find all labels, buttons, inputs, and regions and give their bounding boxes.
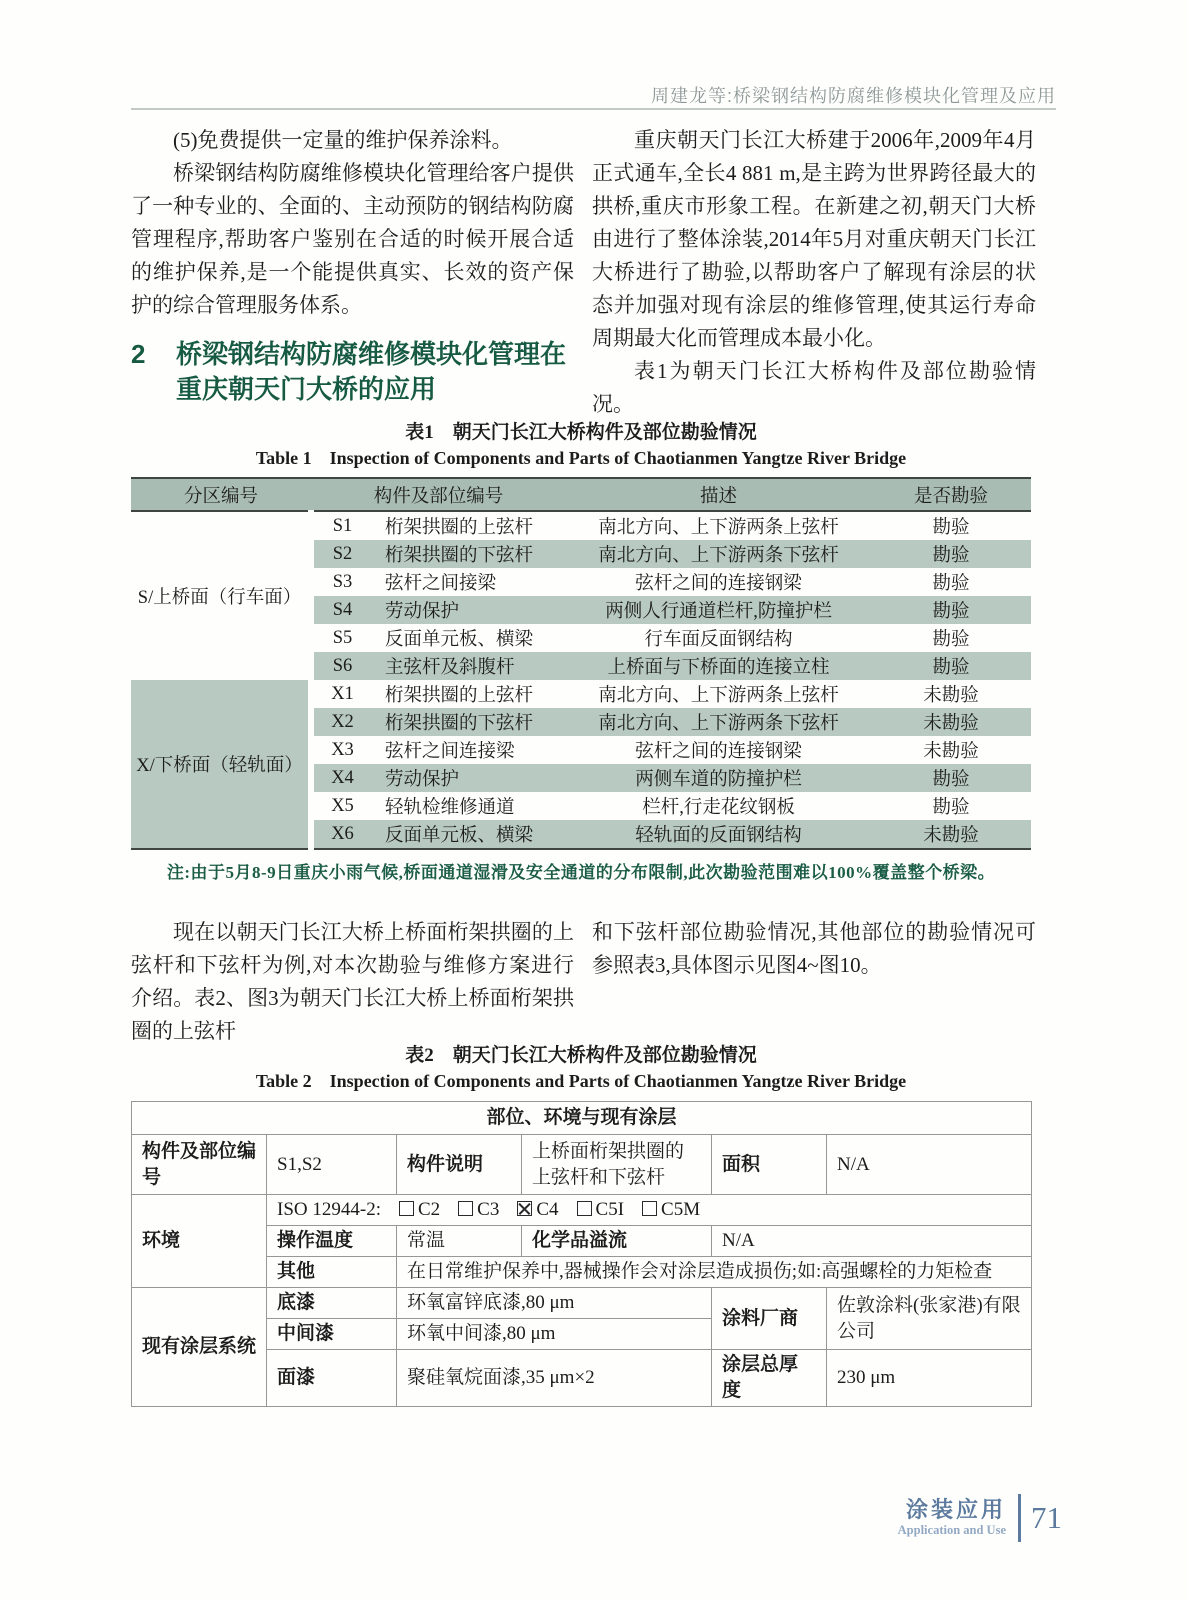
status-cell: 未勘验: [871, 708, 1031, 736]
code-cell: S3: [311, 568, 371, 596]
chem-value: N/A: [712, 1226, 1032, 1257]
description-cell: 轻轨面的反面钢结构: [566, 820, 871, 849]
iso-option: [517, 1199, 558, 1220]
description-cell: 南北方向、上下游两条下弦杆: [566, 540, 871, 568]
middle-left-column: [131, 916, 574, 1048]
table2-iso-row: [132, 1195, 1032, 1226]
temp-value: 常温: [397, 1226, 522, 1257]
middle-paragraph: 现在以朝天门长江大桥上桥面桁架拱圈的上弦杆和下弦杆为例,对本次勘验与维修方案进行介绍。表2、图3为朝天门长江大桥上桥面桁架拱圈的上弦杆: [131, 920, 574, 1043]
midcoat-label: 中间漆: [267, 1319, 397, 1350]
env-label: 环境: [132, 1195, 267, 1288]
vendor-value: 佐敦涂料(张家港)有限公司: [827, 1288, 1032, 1350]
table2-temp-row: [132, 1226, 1032, 1257]
table2-block: [131, 1044, 1031, 1407]
middle-paragraph: 和下弦杆部位勘验情况,其他部位的勘验情况可参照表3,具体图示见图4~图10。: [592, 920, 1036, 977]
table2-other-row: [132, 1257, 1032, 1288]
iso-option-label: C5M: [661, 1199, 701, 1220]
description-cell: 南北方向、上下游两条下弦杆: [566, 708, 871, 736]
table2-primer-row: [132, 1288, 1032, 1319]
iso-option: [399, 1199, 440, 1220]
area-label: 面积: [712, 1135, 827, 1195]
status-cell: 勘验: [932, 630, 970, 650]
component-cell: 弦杆之间连接梁: [385, 742, 515, 762]
intro-left-column: [131, 124, 574, 407]
description-cell: 两侧人行通道栏杆,防撞护栏: [566, 596, 871, 624]
status-cell: 勘验: [871, 652, 1031, 680]
chem-label: 化学品溢流: [522, 1226, 712, 1257]
component-cell: 劳动保护: [371, 596, 566, 624]
component-desc-value: 上桥面桁架拱圈的上弦杆和下弦杆: [522, 1135, 712, 1195]
iso-option-label: C3: [477, 1199, 500, 1220]
area-value: N/A: [827, 1135, 1032, 1195]
code-cell: X5: [311, 792, 371, 820]
component-cell: 桁架拱圈的上弦杆: [385, 686, 534, 706]
component-cell: 轻轨检维修通道: [385, 798, 515, 818]
topcoat-value: 聚硅氧烷面漆,35 μm×2: [397, 1350, 712, 1407]
thickness-label: 涂层总厚度: [712, 1350, 827, 1407]
description-cell: 上桥面与下桥面的连接立柱: [566, 652, 871, 680]
intro-right-column: [592, 124, 1036, 421]
status-cell: 勘验: [871, 764, 1031, 792]
code-cell: S4: [311, 596, 371, 624]
component-cell: 桁架拱圈的下弦杆: [371, 540, 566, 568]
iso-option-label: C5I: [595, 1199, 625, 1220]
running-head: 周建龙等:桥梁钢结构防腐维修模块化管理及应用: [651, 86, 1056, 106]
status-cell: 勘验: [932, 798, 970, 818]
component-cell: 劳动保护: [371, 764, 566, 792]
component-desc-label: 构件说明: [397, 1135, 522, 1195]
page-number: 71: [1031, 1500, 1062, 1535]
component-cell: 主弦杆及斜腹杆: [371, 652, 566, 680]
checkbox-checked-icon: [517, 1201, 532, 1216]
other-value: 在日常维护保养中,器械操作会对涂层造成损伤;如:高强螺栓的力矩检查: [397, 1257, 1032, 1288]
table1-row: [131, 511, 1031, 540]
table1-body: [131, 511, 1031, 849]
code-cell: X6: [311, 820, 371, 849]
code-cell: S6: [311, 652, 371, 680]
zone-cell: X/下桥面（轻轨面）: [131, 680, 311, 849]
iso-cell: [267, 1195, 1032, 1226]
footer-section-en: Application and Use: [897, 1523, 1006, 1537]
footer-section-cn: 涂装应用: [905, 1497, 1006, 1522]
footer: [898, 1494, 1062, 1542]
checkbox-icon: [458, 1201, 473, 1216]
table2: [131, 1101, 1032, 1407]
code-cell: S2: [311, 540, 371, 568]
component-cell: 反面单元板、横梁: [385, 630, 534, 650]
section-heading: [131, 337, 574, 407]
code-cell: S5: [311, 624, 371, 652]
table1-header-row: [131, 478, 1031, 511]
iso-option-label: C2: [417, 1199, 441, 1220]
code-cell: X4: [311, 764, 371, 792]
vendor-label: 涂料厂商: [712, 1288, 827, 1350]
thickness-value: 230 μm: [827, 1350, 1032, 1407]
table1-header-inspected: 是否勘验: [871, 478, 1031, 511]
intro-paragraph: 表1为朝天门长江大桥构件及部位勘验情况。: [592, 359, 1036, 416]
temp-label: 操作温度: [267, 1226, 397, 1257]
component-id-value: S1,S2: [267, 1135, 397, 1195]
table2-topcoat-row: [132, 1350, 1032, 1407]
topcoat-label: 面漆: [267, 1350, 397, 1407]
code-cell: X2: [311, 708, 371, 736]
code-cell: X3: [311, 736, 371, 764]
table2-caption-en: Table 2 Inspection of Components and Parts of Chaotianmen Yangtze River Bridge: [255, 1071, 907, 1091]
iso-option: [458, 1199, 499, 1220]
status-cell: 勘验: [932, 518, 970, 538]
header-rule: [131, 108, 1056, 110]
table2-section-header: 部位、环境与现有涂层: [132, 1102, 1032, 1135]
component-cell: 桁架拱圈的上弦杆: [385, 518, 534, 538]
table2-section-row: [132, 1102, 1032, 1135]
iso-option: [577, 1199, 625, 1220]
midcoat-value: 环氧中间漆,80 μm: [397, 1319, 712, 1350]
table2-caption-cn: 表2 朝天门长江大桥构件及部位勘验情况: [405, 1045, 757, 1066]
description-cell: 南北方向、上下游两条上弦杆: [598, 686, 839, 706]
zone-cell: S/上桥面（行车面）: [131, 511, 311, 680]
table1-note: 注:由于5月8-9日重庆小雨气候,桥面通道湿滑及安全通道的分布限制,此次勘验范围难以100%覆盖整个桥梁。: [166, 863, 996, 882]
status-cell: 勘验: [932, 574, 970, 594]
table1-row: [131, 680, 1031, 708]
footer-divider: [1018, 1494, 1021, 1542]
intro-paragraph: (5)免费提供一定量的维护保养涂料。: [173, 128, 513, 152]
table1-header-description: 描述: [566, 478, 871, 511]
intro-paragraph: 桥梁钢结构防腐维修模块化管理给客户提供了一种专业的、全面的、主动预防的钢结构防腐管理程序,帮助客户鉴别在合适的时候开展合适的维护保养,是一个能提供真实、长效的资产保护的综合管理服务体系。: [131, 161, 574, 317]
table1-block: [131, 421, 1031, 883]
status-cell: 勘验: [871, 540, 1031, 568]
intro-paragraph: 重庆朝天门长江大桥建于2006年,2009年4月正式通车,全长4 881 m,是主跨为世界跨径最大的拱桥,重庆市形象工程。在新建之初,朝天门大桥由进行了整体涂装,2014年5月对重庆朝天门长江大桥进行了勘验,以帮助客户了解现有涂层的状态并加强对现有涂层的维修管理,使其运行寿命周期最大化而管理成本最小化。: [592, 128, 1036, 350]
description-cell: 栏杆,行走花纹钢板: [642, 798, 795, 818]
primer-value: 环氧富锌底漆,80 μm: [397, 1288, 712, 1319]
description-cell: 行车面反面钢结构: [644, 630, 793, 650]
description-cell: 南北方向、上下游两条上弦杆: [598, 518, 839, 538]
description-cell: 两侧车道的防撞护栏: [566, 764, 871, 792]
iso-prefix: ISO 12944-2:: [277, 1199, 381, 1220]
table1-caption-en: Table 1 Inspection of Components and Parts of Chaotianmen Yangtze River Bridge: [255, 448, 907, 468]
table1-header-zone: 分区编号: [131, 478, 311, 511]
table1-header-component: 构件及部位编号: [311, 478, 566, 511]
checkbox-icon: [642, 1201, 657, 1216]
checkbox-icon: [577, 1201, 592, 1216]
description-cell: 弦杆之间的连接钢梁: [635, 574, 802, 594]
code-cell: S1: [311, 511, 371, 540]
other-label: 其他: [267, 1257, 397, 1288]
component-cell: 弦杆之间接梁: [385, 574, 497, 594]
description-cell: 弦杆之间的连接钢梁: [635, 742, 802, 762]
coating-system-label: 现有涂层系统: [132, 1288, 267, 1407]
table1-caption-cn: 表1 朝天门长江大桥构件及部位勘验情况: [405, 422, 757, 443]
status-cell: 勘验: [871, 596, 1031, 624]
status-cell: 未勘验: [871, 820, 1031, 849]
table2-component-row: [132, 1135, 1032, 1195]
iso-options: [381, 1199, 700, 1220]
component-cell: 桁架拱圈的下弦杆: [371, 708, 566, 736]
section-number: 2: [131, 339, 146, 369]
component-cell: 反面单元板、横梁: [371, 820, 566, 849]
table1: [131, 477, 1031, 850]
middle-right-column: [592, 916, 1036, 982]
code-cell: X1: [311, 680, 371, 708]
section-title: 桥梁钢结构防腐维修模块化管理在重庆朝天门大桥的应用: [176, 339, 567, 404]
status-cell: 未勘验: [923, 742, 979, 762]
component-id-label: 构件及部位编号: [132, 1135, 267, 1195]
primer-label: 底漆: [267, 1288, 397, 1319]
footer-section: [898, 1498, 1006, 1538]
status-cell: 未勘验: [923, 686, 979, 706]
iso-option: [642, 1199, 700, 1220]
iso-option-label: C4: [536, 1199, 559, 1220]
checkbox-icon: [399, 1201, 414, 1216]
